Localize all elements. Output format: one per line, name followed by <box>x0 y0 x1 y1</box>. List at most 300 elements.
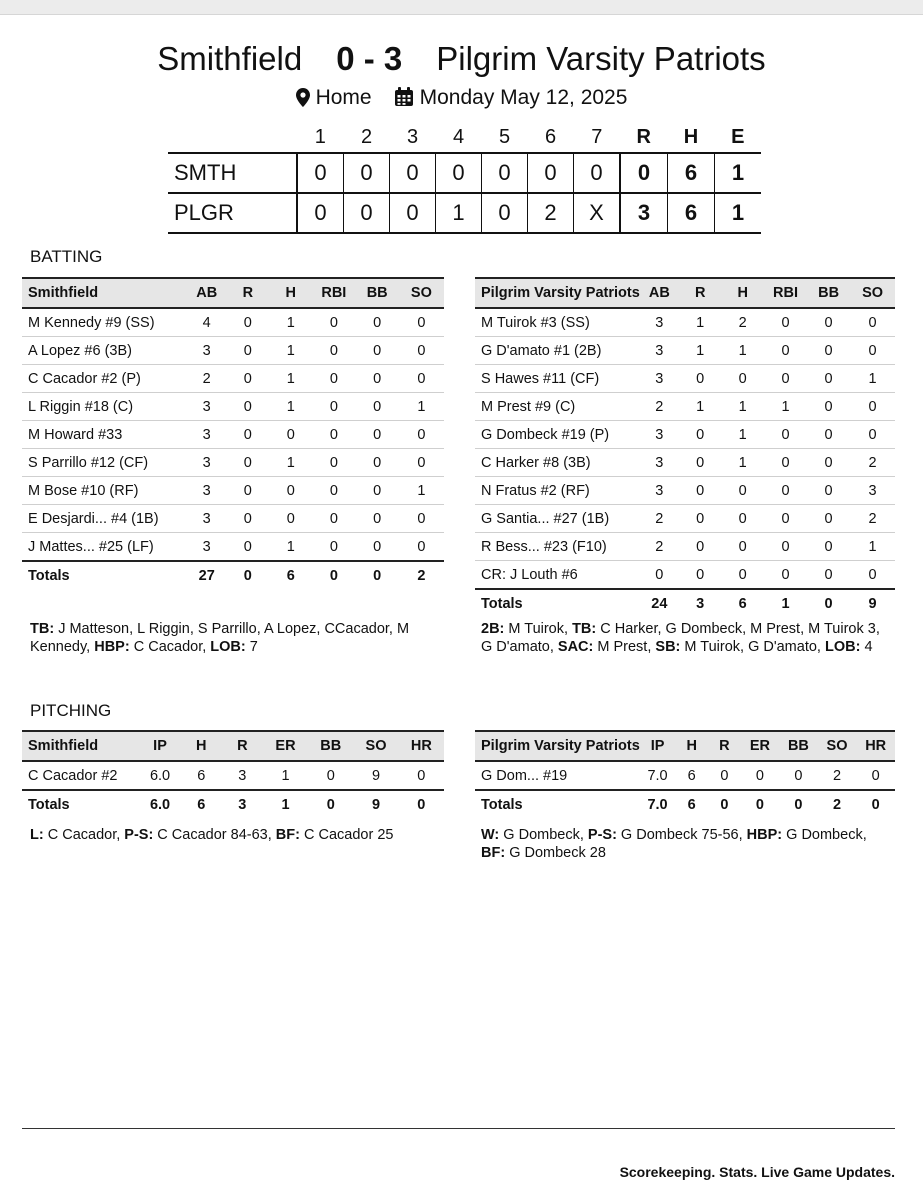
stat-cell: 0 <box>741 790 779 819</box>
stat-cell: 0 <box>850 421 895 449</box>
table-row <box>22 308 444 337</box>
inning-score: 1 <box>436 193 482 233</box>
calendar-icon <box>394 87 414 113</box>
totals-row <box>475 790 895 819</box>
final-score: 0 - 3 <box>336 40 403 77</box>
hits-header: H <box>683 125 699 148</box>
player-name-cell: M Prest #9 (C) <box>475 393 640 421</box>
stat-cell: 0 <box>399 533 444 562</box>
hits-total: 6 <box>668 193 715 233</box>
table-row <box>22 393 444 421</box>
note-text: M Prest, <box>593 639 656 655</box>
note-text: M Tuirok, G D'amato, <box>680 639 825 655</box>
stat-cell: 0 <box>226 337 269 365</box>
stat-cell: 0 <box>226 505 269 533</box>
stat-cell: BB <box>356 278 399 308</box>
footer-tagline: Scorekeeping. Stats. Live Game Updates. <box>619 1164 895 1180</box>
table-header <box>22 278 444 308</box>
note-label: LOB: <box>824 639 861 655</box>
stat-cell: 3 <box>640 365 679 393</box>
note-text: C Harker, G Dombeck, M Prest, M Tuirok 3, G D'amato, <box>481 621 880 655</box>
linescore-team: PLGR <box>168 193 297 233</box>
inning-header: 2 <box>360 125 373 148</box>
stat-cell: 1 <box>850 533 895 561</box>
stat-cell: 0 <box>764 533 807 561</box>
stat-cell: 1 <box>263 790 308 819</box>
stat-cell: ER <box>263 731 308 761</box>
stat-cell: 7.0 <box>640 761 676 790</box>
table-row <box>475 505 895 533</box>
stat-cell: 0 <box>807 477 850 505</box>
player-name-cell: G Dombeck #19 (P) <box>475 421 640 449</box>
stat-cell: 2 <box>399 561 444 590</box>
stat-cell: 3 <box>850 477 895 505</box>
stat-cell: 0 <box>356 393 399 421</box>
stat-cell: 0 <box>721 365 764 393</box>
stat-cell: 3 <box>187 505 226 533</box>
stat-cell: 3 <box>679 589 722 618</box>
note-label: P-S: <box>587 827 617 843</box>
table-row <box>22 449 444 477</box>
stat-cell: 0 <box>399 449 444 477</box>
errors-header: E <box>731 125 745 148</box>
note-label: LOB: <box>210 639 246 655</box>
stat-cell: 1 <box>269 449 312 477</box>
player-name-cell: G Dom... #19 <box>475 761 640 790</box>
away-batting-notes <box>30 620 410 656</box>
stat-cell: 0 <box>679 449 722 477</box>
stat-cell: SO <box>353 731 398 761</box>
stat-cell: 0 <box>807 337 850 365</box>
inning-score: 0 <box>344 153 390 193</box>
stat-cell: 0 <box>312 337 355 365</box>
home-batting-notes <box>481 620 881 656</box>
player-name-cell: N Fratus #2 (RF) <box>475 477 640 505</box>
stat-cell: 0 <box>356 365 399 393</box>
stat-cell: 0 <box>779 790 818 819</box>
stat-cell: RBI <box>312 278 355 308</box>
stat-cell: R <box>708 731 741 761</box>
table-row <box>22 761 444 790</box>
note-text: C Cacador 84-63, <box>153 827 276 843</box>
stat-cell: 3 <box>187 421 226 449</box>
stat-cell: 1 <box>263 761 308 790</box>
stat-cell: 1 <box>679 337 722 365</box>
away-batting-table <box>22 277 444 590</box>
player-name-cell: L Riggin #18 (C) <box>22 393 187 421</box>
stat-cell: 6 <box>181 790 222 819</box>
player-name-cell: R Bess... #23 (F10) <box>475 533 640 561</box>
totals-row <box>22 790 444 819</box>
stat-cell: 9 <box>353 790 398 819</box>
stat-cell: 0 <box>856 790 895 819</box>
stat-cell: 0 <box>807 308 850 337</box>
note-label: TB: <box>30 621 55 637</box>
stat-cell: AB <box>640 278 679 308</box>
game-title <box>0 40 923 78</box>
top-bar <box>0 0 923 15</box>
note-text: C Cacador, <box>129 639 211 655</box>
stat-cell: 0 <box>679 421 722 449</box>
table-row <box>22 421 444 449</box>
stat-cell: 6 <box>675 761 708 790</box>
stat-cell: 2 <box>640 393 679 421</box>
inning-header: 7 <box>591 125 603 148</box>
stat-cell: 1 <box>399 393 444 421</box>
inning-score: 0 <box>574 153 621 193</box>
stat-cell: 0 <box>312 308 355 337</box>
stat-cell: 0 <box>721 561 764 590</box>
stat-cell: 2 <box>818 790 857 819</box>
stat-cell: 0 <box>226 421 269 449</box>
stat-cell: IP <box>640 731 676 761</box>
stat-cell: 2 <box>640 533 679 561</box>
player-name-cell: E Desjardi... #4 (1B) <box>22 505 187 533</box>
stat-cell: 0 <box>226 533 269 562</box>
stat-cell: SO <box>850 278 895 308</box>
player-name-cell: C Cacador #2 <box>22 761 139 790</box>
stat-cell: 4 <box>187 308 226 337</box>
inning-score: 2 <box>528 193 574 233</box>
note-label: P-S: <box>124 827 154 843</box>
stat-cell: 7.0 <box>640 790 676 819</box>
stat-cell: 0 <box>679 561 722 590</box>
stat-cell: 0 <box>308 790 353 819</box>
note-text: M Tuirok, <box>504 621 573 637</box>
stat-cell: BB <box>308 731 353 761</box>
table-row <box>475 337 895 365</box>
player-name-cell: CR: J Louth #6 <box>475 561 640 590</box>
table-header <box>475 278 895 308</box>
inning-score: 0 <box>482 153 528 193</box>
stat-cell: 1 <box>721 337 764 365</box>
linescore-header <box>168 122 761 153</box>
table-row <box>22 337 444 365</box>
stat-cell: 0 <box>850 337 895 365</box>
stat-cell: 0 <box>399 761 444 790</box>
inning-score: 0 <box>297 153 344 193</box>
stat-cell: 0 <box>807 393 850 421</box>
stat-cell: 0 <box>721 533 764 561</box>
stat-cell: 0 <box>721 505 764 533</box>
stat-cell: 0 <box>269 505 312 533</box>
inning-header: 1 <box>314 125 326 148</box>
stat-cell: IP <box>139 731 180 761</box>
player-name-cell: G D'amato #1 (2B) <box>475 337 640 365</box>
stat-cell: 1 <box>269 337 312 365</box>
table-row <box>22 505 444 533</box>
stat-cell: 0 <box>226 365 269 393</box>
away-pitching-notes <box>30 826 450 844</box>
note-text: Cacador, M Kennedy, <box>30 621 410 655</box>
stat-cell: 2 <box>640 505 679 533</box>
note-label: W: <box>481 827 500 843</box>
stat-cell: 3 <box>187 337 226 365</box>
table-header <box>475 731 895 761</box>
stat-cell: HR <box>856 731 895 761</box>
note-text: 7 <box>245 639 258 655</box>
stat-cell: 6 <box>675 790 708 819</box>
note-text: J Matteson, L Riggin, S Parrillo, A Lopez, C <box>54 621 335 637</box>
stat-cell: 0 <box>356 449 399 477</box>
stat-cell: 0 <box>764 308 807 337</box>
stat-cell: BB <box>807 278 850 308</box>
note-label: TB: <box>572 621 597 637</box>
stat-cell: 0 <box>856 761 895 790</box>
stat-cell: 0 <box>226 449 269 477</box>
stat-cell: 0 <box>226 561 269 590</box>
stat-cell: 3 <box>640 337 679 365</box>
location-label: Home <box>315 86 372 109</box>
stat-cell: R <box>222 731 263 761</box>
stat-cell: 0 <box>312 561 355 590</box>
note-label: L: <box>30 827 44 843</box>
stat-cell: SO <box>399 278 444 308</box>
location-pin-icon <box>296 88 310 113</box>
game-date: Monday May 12, 2025 <box>419 86 628 109</box>
stat-cell: 0 <box>807 449 850 477</box>
stat-cell: 6 <box>721 589 764 618</box>
inning-score: 0 <box>436 153 482 193</box>
player-name-cell: M Kennedy #9 (SS) <box>22 308 187 337</box>
stat-cell: 2 <box>818 761 857 790</box>
stat-cell: 1 <box>399 477 444 505</box>
stat-cell: H <box>269 278 312 308</box>
inning-score: 0 <box>482 193 528 233</box>
player-name-cell: C Harker #8 (3B) <box>475 449 640 477</box>
stat-cell: 1 <box>269 393 312 421</box>
stat-cell: 0 <box>679 533 722 561</box>
stat-cell: 0 <box>399 365 444 393</box>
inning-score: X <box>574 193 621 233</box>
note-text: G Dombeck, <box>499 827 588 843</box>
errors-total: 1 <box>715 193 762 233</box>
stat-cell: 1 <box>269 365 312 393</box>
stat-cell: 0 <box>312 421 355 449</box>
stat-cell: 0 <box>741 761 779 790</box>
player-name-cell: S Parrillo #12 (CF) <box>22 449 187 477</box>
stat-cell: 1 <box>721 449 764 477</box>
player-name-cell: J Mattes... #25 (LF) <box>22 533 187 562</box>
stat-cell: 0 <box>850 561 895 590</box>
stat-cell: 9 <box>850 589 895 618</box>
player-name-cell: Smithfield <box>22 731 139 761</box>
stat-cell: 3 <box>640 308 679 337</box>
stat-cell: 0 <box>312 393 355 421</box>
note-label: HBP: <box>94 639 130 655</box>
stat-cell: 0 <box>308 761 353 790</box>
stat-cell: 0 <box>226 393 269 421</box>
linescore-team: SMTH <box>168 153 297 193</box>
stat-cell: 3 <box>187 449 226 477</box>
stat-cell: 0 <box>764 421 807 449</box>
player-name-cell: Pilgrim Varsity Patriots <box>475 731 640 761</box>
table-row <box>22 477 444 505</box>
note-label: SB: <box>655 639 681 655</box>
stat-cell: 0 <box>764 337 807 365</box>
stat-cell: 0 <box>356 421 399 449</box>
stat-cell: 1 <box>679 393 722 421</box>
stat-cell: 0 <box>764 505 807 533</box>
stat-cell: 0 <box>399 790 444 819</box>
note-label: BF: <box>481 845 506 861</box>
pitching-section-title: PITCHING <box>30 701 112 720</box>
stat-cell: 3 <box>222 761 263 790</box>
table-row <box>22 533 444 562</box>
stat-cell: 0 <box>356 505 399 533</box>
stat-cell: 0 <box>721 477 764 505</box>
stat-cell: BB <box>779 731 818 761</box>
inning-header: 6 <box>544 125 557 148</box>
stat-cell: 0 <box>807 533 850 561</box>
stat-cell: 0 <box>312 365 355 393</box>
stat-cell: 0 <box>226 308 269 337</box>
stat-cell: 0 <box>807 365 850 393</box>
stat-cell: 0 <box>850 308 895 337</box>
player-name-cell: M Howard #33 <box>22 421 187 449</box>
stat-cell: H <box>721 278 764 308</box>
player-name-cell: A Lopez #6 (3B) <box>22 337 187 365</box>
home-pitching-table <box>475 730 895 819</box>
stat-cell: 0 <box>807 505 850 533</box>
player-name-cell: M Tuirok #3 (SS) <box>475 308 640 337</box>
linescore-row-home <box>168 193 761 233</box>
runs-total: 3 <box>620 193 668 233</box>
stat-cell: 0 <box>807 421 850 449</box>
inning-score: 0 <box>344 193 390 233</box>
inning-score: 0 <box>390 193 436 233</box>
totals-row <box>22 561 444 590</box>
stat-cell: 0 <box>764 561 807 590</box>
game-meta <box>0 86 923 113</box>
note-label: BF: <box>275 827 300 843</box>
stat-cell: 0 <box>356 308 399 337</box>
stat-cell: 1 <box>679 308 722 337</box>
stat-cell: 0 <box>679 365 722 393</box>
stat-cell: 1 <box>721 393 764 421</box>
stat-cell: 3 <box>640 477 679 505</box>
inning-score: 0 <box>390 153 436 193</box>
stat-cell: R <box>679 278 722 308</box>
stat-cell: 6.0 <box>139 761 180 790</box>
home-pitching-notes <box>481 826 881 862</box>
errors-total: 1 <box>715 153 762 193</box>
inning-header: 4 <box>452 125 465 148</box>
batting-section-title: BATTING <box>30 247 103 266</box>
stat-cell: 0 <box>679 477 722 505</box>
note-label: HBP: <box>746 827 783 843</box>
player-name-cell: Totals <box>475 790 640 819</box>
stat-cell: 0 <box>764 449 807 477</box>
note-label: 2B: <box>481 621 505 637</box>
stat-cell: 0 <box>356 477 399 505</box>
note-label: SAC: <box>557 639 594 655</box>
stat-cell: 0 <box>399 505 444 533</box>
player-name-cell: Totals <box>22 561 187 590</box>
stat-cell: 0 <box>312 449 355 477</box>
stat-cell: 2 <box>721 308 764 337</box>
away-team-name: Smithfield <box>157 40 303 77</box>
stat-cell: 1 <box>269 533 312 562</box>
player-name-cell: Pilgrim Varsity Patriots <box>475 278 640 308</box>
table-row <box>475 308 895 337</box>
stat-cell: 24 <box>640 589 679 618</box>
note-text: C Cacador 25 <box>299 827 394 843</box>
stat-cell: 0 <box>679 505 722 533</box>
player-name-cell: Smithfield <box>22 278 187 308</box>
stat-cell: 0 <box>708 761 741 790</box>
inning-score: 0 <box>528 153 574 193</box>
table-row <box>475 449 895 477</box>
note-text: 4 <box>860 639 873 655</box>
stat-cell: 0 <box>807 589 850 618</box>
table-row <box>475 561 895 590</box>
stat-cell: 1 <box>764 393 807 421</box>
stat-cell: 0 <box>269 421 312 449</box>
runs-total: 0 <box>620 153 668 193</box>
stat-cell: 0 <box>640 561 679 590</box>
totals-row <box>475 589 895 618</box>
table-header <box>22 731 444 761</box>
stat-cell: 0 <box>356 533 399 562</box>
stat-cell: 3 <box>640 421 679 449</box>
linescore-table <box>168 122 761 234</box>
player-name-cell: C Cacador #2 (P) <box>22 365 187 393</box>
player-name-cell: S Hawes #11 (CF) <box>475 365 640 393</box>
home-batting-table <box>475 277 895 618</box>
note-text: C Cacador, <box>43 827 125 843</box>
player-name-cell: M Bose #10 (RF) <box>22 477 187 505</box>
stat-cell: 6 <box>269 561 312 590</box>
stat-cell: H <box>181 731 222 761</box>
stat-cell: H <box>675 731 708 761</box>
stat-cell: 1 <box>764 589 807 618</box>
stat-cell: 3 <box>187 533 226 562</box>
table-row <box>475 761 895 790</box>
stat-cell: 0 <box>399 308 444 337</box>
linescore-row-away <box>168 153 761 193</box>
stat-cell: 0 <box>226 477 269 505</box>
stat-cell: 0 <box>708 790 741 819</box>
note-text: G Dombeck 75-56, <box>616 827 747 843</box>
stat-cell: 27 <box>187 561 226 590</box>
stat-cell: HR <box>399 731 444 761</box>
stat-cell: 0 <box>356 337 399 365</box>
footer-divider <box>22 1128 895 1129</box>
stat-cell: 6 <box>181 761 222 790</box>
stat-cell: 0 <box>807 561 850 590</box>
stat-cell: 2 <box>850 449 895 477</box>
player-name-cell: Totals <box>475 589 640 618</box>
stat-cell: RBI <box>764 278 807 308</box>
stat-cell: 0 <box>399 421 444 449</box>
stat-cell: 0 <box>356 561 399 590</box>
player-name-cell: Totals <box>22 790 139 819</box>
stat-cell: 0 <box>850 393 895 421</box>
note-text: G Dombeck 28 <box>505 845 606 861</box>
stat-cell: 9 <box>353 761 398 790</box>
stat-cell: 3 <box>640 449 679 477</box>
stat-cell: 0 <box>269 477 312 505</box>
table-row <box>22 365 444 393</box>
table-row <box>475 533 895 561</box>
stat-cell: 0 <box>399 337 444 365</box>
home-team-name: Pilgrim Varsity Patriots <box>436 40 766 77</box>
stat-cell: 1 <box>269 308 312 337</box>
stat-cell: AB <box>187 278 226 308</box>
inning-score: 0 <box>297 193 344 233</box>
inning-header: 5 <box>498 125 511 148</box>
